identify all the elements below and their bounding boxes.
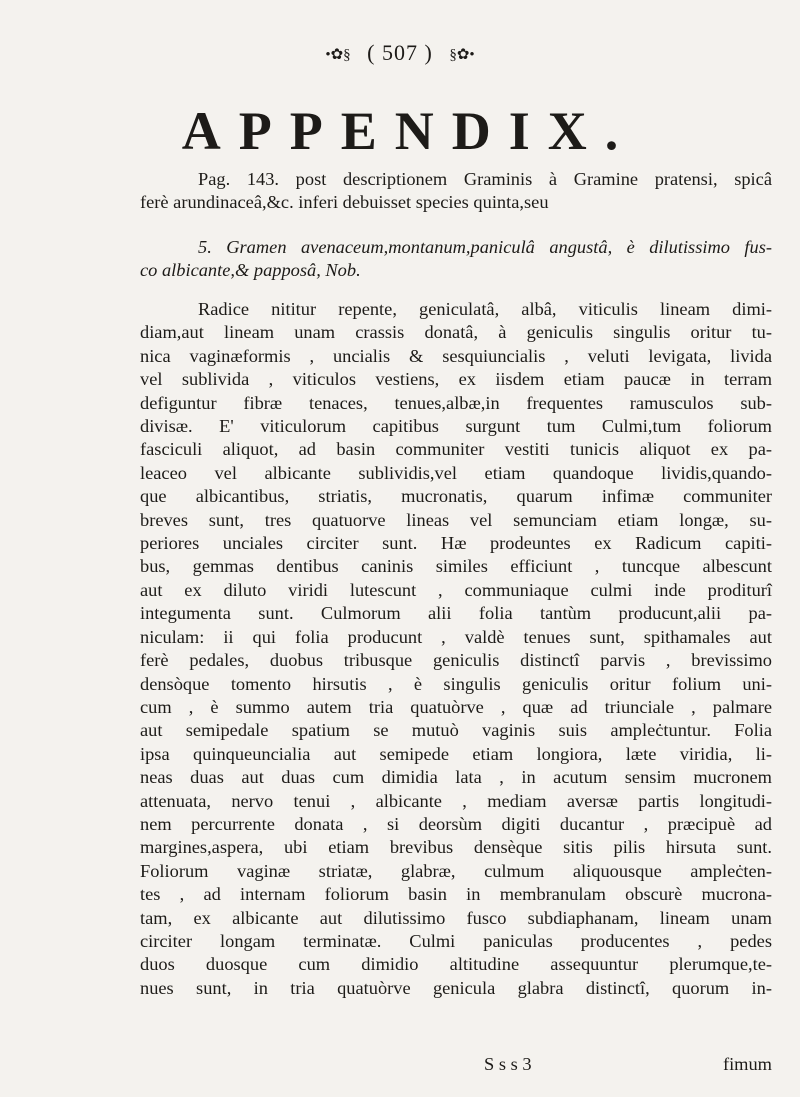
text-line: periores unciales circiter sunt. Hæ prodeuntes ex Radicum capiti- [140, 533, 772, 554]
text-line: attenuata, nervo tenui , albicante , mediam aversæ partis longitudi- [140, 790, 772, 811]
text-line: cum , è summo autem tria quatuòrve , quæ ad triunciale , palmare [140, 696, 772, 717]
text-line: neas duas aut duas cum dimidia lata , in acutum sensim mucronem [140, 767, 772, 788]
text-line: divisæ. E' viticulorum capitibus surgunt tum Culmi,tum foliorum [140, 416, 772, 437]
text-line: aut semipedale spatium se mutuò vaginis suis ampleċtuntur. Folia [140, 720, 772, 741]
text-line: Radice nititur repente, geniculatâ, albâ, viticulis lineam dimi- [198, 299, 772, 319]
text-line: vel sublivida , viticulos vestiens, ex iisdem etiam paucæ in terram [140, 369, 772, 390]
text-line: margines,aspera, ubi etiam brevibus densèque sitis pilis hirsuta sunt. [140, 837, 772, 858]
text-line: nica vaginæformis , uncialis & sesquiuncialis , veluti levigata, livida [140, 345, 772, 366]
page-number: ( 507 ) [367, 40, 433, 65]
text-line: bus, gemmas dentibus caninis similes efficiunt , tuncque albescunt [140, 556, 772, 577]
text-line: Pag. 143. post descriptionem Graminis à Gramine pratensi, spicâ [198, 169, 772, 189]
running-head [0, 40, 800, 66]
text-line: co albicante,& papposâ, Nob. [140, 260, 361, 281]
text-line: defiguntur fibræ tenaces, tenues,albæ,in frequentes ramusculos sub- [140, 392, 772, 413]
text-line: breves sunt, tres quatuorve lineas vel semunciam etiam longæ, su- [140, 509, 772, 530]
text-line: nues sunt, in tria quatuòrve genicula glabra distinctî, quorum in- [140, 977, 772, 998]
text-line: aut ex diluto viridi lutescunt , communiaque culmi inde proditurî [140, 579, 772, 600]
text-line: que albicantibus, striatis, mucronatis, quarum infimæ communiter [140, 486, 772, 507]
catchword: fimum [722, 1054, 772, 1074]
text-line: densòque tomento hirsutis , è singulis geniculis oritur folium uni- [140, 673, 772, 694]
paragraph-species-name [82, 236, 772, 283]
text-line: duos duosque cum dimidio altitudine assequuntur plerumque,te- [140, 954, 772, 975]
text-line: ferè pedales, duobus tribusque geniculis distinctî parvis , brevissimo [140, 650, 772, 671]
text-line: leaceo vel albicante sublividis,vel etiam quandoque lividis,quando- [140, 462, 772, 483]
text-line: ferè arundinaceâ,&c. inferi debuisset species quinta,seu [140, 192, 549, 213]
left-ornament-icon: •✿§ [325, 47, 351, 64]
paragraph-reference [82, 168, 772, 215]
text-line: tam, ex albicante aut dilutissimo fusco subdiaphanam, lineam unam [140, 907, 772, 928]
text-line: fasciculi aliquot, ad basin communiter vestiti tunicis aliquot ex pa- [140, 439, 772, 460]
paragraph-description [82, 298, 772, 1000]
text-line: circiter longam terminatæ. Culmi paniculas producentes , pedes [140, 930, 772, 951]
text-line: niculam: ii qui folia producunt , valdè tenues sunt, spithamales aut [140, 626, 772, 647]
right-ornament-icon: §✿• [449, 47, 475, 64]
signature-mark: S s s 3 [484, 1054, 532, 1074]
text-line: diam,aut lineam unam crassis donatâ, à geniculis singulis oritur tu- [140, 322, 772, 343]
text-line: 5. Gramen avenaceum,montanum,paniculâ angustâ, è dilutissimo fus- [198, 237, 772, 257]
text-line: ipsa quinqueuncialia aut semipede etiam longiora, læte viridia, li- [140, 743, 772, 764]
page-title: APPENDIX. [181, 101, 637, 161]
text-line: Foliorum vaginæ striatæ, glabræ, culmum aliquousque ampleċten- [140, 860, 772, 881]
text-line: integumenta sunt. Culmorum alii folia tantùm producunt,alii pa- [140, 603, 772, 624]
text-line: tes , ad internam foliorum basin in membranulam obscurè mucrona- [140, 884, 772, 905]
text-line: nem percurrente donata , si deorsùm digiti ducantur , præcipuè ad [140, 813, 772, 834]
